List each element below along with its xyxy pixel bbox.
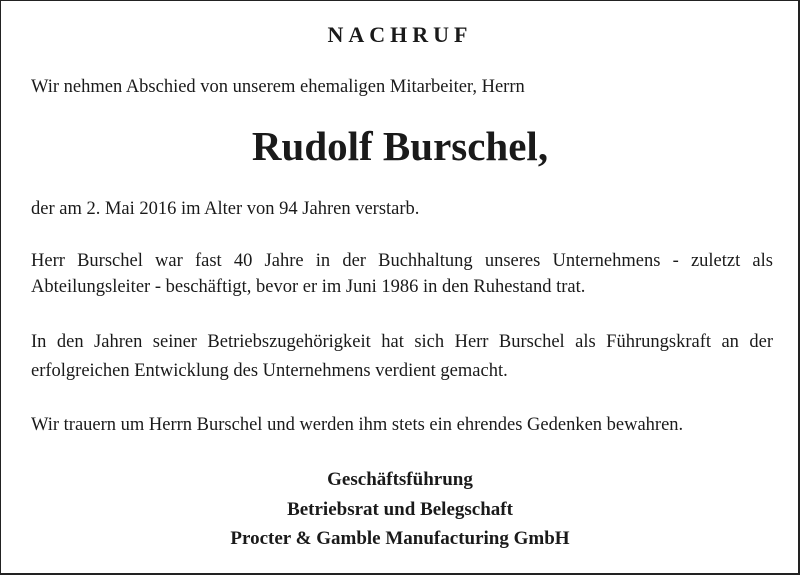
mourning-text: Wir trauern um Herrn Burschel und werden ihm stets ein ehrendes Gedenken bewahren.	[31, 415, 684, 435]
merit-text-line-1: In den Jahren seiner Betriebszugehörigkeit hat sich Herr Burschel als Führungskraft an der	[31, 332, 773, 352]
signatory-company: Procter & Gamble Manufacturing GmbH	[230, 528, 570, 549]
death-date-text: der am 2. Mai 2016 im Alter von 94 Jahren verstarb.	[31, 199, 420, 219]
signatory-works-council: Betriebsrat und Belegschaft	[287, 499, 513, 520]
intro-text: Wir nehmen Abschied von unserem ehemaligen Mitarbeiter, Herrn	[31, 77, 525, 97]
notice-heading: NACHRUF	[327, 22, 473, 47]
signatory-management: Geschäftsführung	[327, 469, 473, 490]
career-text-line-2: Abteilungsleiter - beschäftigt, bevor er im Juni 1986 in den Ruhestand trat.	[31, 277, 586, 297]
deceased-name: Rudolf Burschel,	[251, 123, 549, 169]
merit-text-line-2: erfolgreichen Entwicklung des Unternehmens verdient gemacht.	[31, 361, 508, 381]
career-text-line-1: Herr Burschel war fast 40 Jahre in der Buchhaltung unseres Unternehmens - zuletzt als	[31, 251, 773, 271]
